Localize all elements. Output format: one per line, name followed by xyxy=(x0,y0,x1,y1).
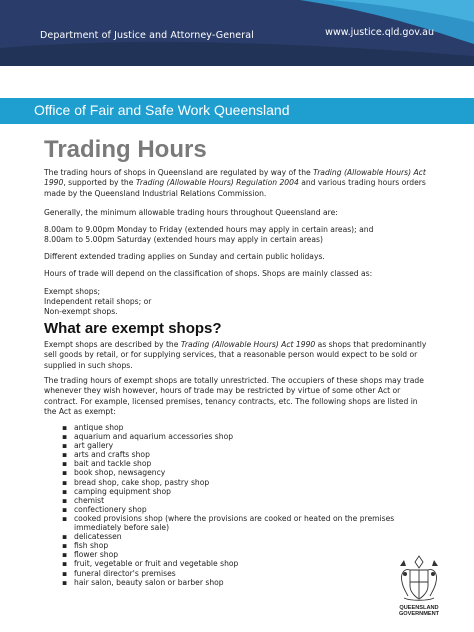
exempt-shop-label: antique shop xyxy=(74,423,124,432)
exempt-p1-text-c: as shops that predominantly sell goods by retail, or for supplying services, that a reasonable person would expect to be sold or supplied in such shops. xyxy=(44,340,427,370)
regulation-name: Trading (Allowable Hours) Regulation 2004 xyxy=(135,178,299,188)
exempt-act-name: Trading (Allowable Hours) Act 1990 xyxy=(180,340,316,349)
exempt-shop-label: hair salon, beauty salon or barber shop xyxy=(74,577,224,587)
intro-p1-text-c: , supported by the xyxy=(63,178,136,188)
intro-p1-text-e: and various trading hours orders made by the Queensland Industrial Relations Commission. xyxy=(44,178,426,198)
exempt-shop-item xyxy=(62,496,442,505)
intro-paragraph-1 xyxy=(44,168,432,199)
intro-hours-2: 8.00am to 5.00pm Saturday (extended hours may apply in certain areas) xyxy=(44,235,323,244)
exempt-shop-item xyxy=(62,487,442,496)
exempt-shop-item xyxy=(62,559,442,568)
exempt-shop-label: camping equipment shop xyxy=(74,486,171,496)
exempt-shop-item xyxy=(62,468,442,477)
office-banner xyxy=(0,98,474,124)
exempt-shop-label: cooked provisions shop (where the provisions are cooked or heated on the premises immediately before sale) xyxy=(74,513,395,533)
bullet-icon: ▪ xyxy=(62,495,68,505)
bullet-icon: ▪ xyxy=(62,559,68,569)
bullet-icon: ▪ xyxy=(62,477,68,487)
exempt-paragraph-2: The trading hours of exempt shops are totally unrestricted. The occupiers of these shops may trade whenever they wish however, hours of trade may be restricted by virtue of some other Act or contract. For example, licensed premises, tenancy contracts, etc. The following shops are listed in the Act as exempt: xyxy=(44,376,424,417)
logo-line-1: QUEENSLAND xyxy=(399,605,439,611)
shop-class-3: Non-exempt shops. xyxy=(44,307,118,316)
section-heading: What are exempt shops? xyxy=(44,320,222,337)
exempt-shop-item xyxy=(62,569,442,578)
exempt-shop-label: fish shop xyxy=(74,541,109,551)
intro-paragraph-2: Generally, the minimum allowable trading hours throughout Queensland are: xyxy=(44,208,338,217)
exempt-paragraph-1 xyxy=(44,340,432,371)
exempt-shop-item xyxy=(62,541,442,550)
bullet-icon: ▪ xyxy=(62,486,68,496)
bullet-icon: ▪ xyxy=(62,504,68,514)
exempt-shop-item xyxy=(62,459,442,468)
exempt-shop-list xyxy=(62,423,442,587)
website-url[interactable]: www.justice.qld.gov.au xyxy=(325,27,434,38)
act-name: Trading (Allowable Hours) Act 1990 xyxy=(44,168,426,188)
bullet-icon: ▪ xyxy=(62,423,68,432)
bullet-icon: ▪ xyxy=(62,513,68,523)
exempt-shop-label: arts and crafts shop xyxy=(74,450,150,460)
bullet-icon: ▪ xyxy=(62,550,68,560)
exempt-shop-item xyxy=(62,450,442,459)
bullet-icon: ▪ xyxy=(62,532,68,542)
page-title: Trading Hours xyxy=(44,136,207,163)
exempt-shop-label: fruit, vegetable or fruit and vegetable shop xyxy=(74,559,239,569)
exempt-shop-label: funeral director's premises xyxy=(74,568,176,578)
office-title: Office of Fair and Safe Work Queensland xyxy=(34,102,290,118)
intro-paragraph-4: Different extended trading applies on Sunday and certain public holidays. xyxy=(44,252,325,261)
bullet-icon: ▪ xyxy=(62,459,68,469)
exempt-shop-item xyxy=(62,514,442,532)
exempt-shop-item xyxy=(62,423,442,432)
exempt-shop-label: chemist xyxy=(74,495,105,505)
intro-hours-1: 8.00am to 9.00pm Monday to Friday (extended hours may apply in certain areas); and xyxy=(44,225,374,234)
exempt-shop-item xyxy=(62,441,442,450)
logo-line-2: GOVERNMENT xyxy=(398,611,440,618)
exempt-shop-item xyxy=(62,505,442,514)
government-logo-text xyxy=(392,605,446,618)
exempt-shop-item xyxy=(62,550,442,559)
exempt-shop-item xyxy=(62,578,442,587)
exempt-shop-item xyxy=(62,432,442,441)
intro-paragraph-5: Hours of trade will depend on the classification of shops. Shops are mainly classed as: xyxy=(44,269,373,278)
shop-class-1: Exempt shops; xyxy=(44,287,101,296)
shop-class-2: Independent retail shops; or xyxy=(44,297,152,306)
page-header xyxy=(0,0,474,66)
bullet-icon: ▪ xyxy=(62,541,68,551)
exempt-shop-label: confectionery shop xyxy=(74,504,147,514)
exempt-shop-label: flower shop xyxy=(74,550,119,560)
bullet-icon: ▪ xyxy=(62,577,68,587)
department-name: Department of Justice and Attorney-General xyxy=(40,30,254,41)
exempt-shop-label: art gallery xyxy=(74,441,114,451)
exempt-shop-label: bread shop, cake shop, pastry shop xyxy=(74,477,210,487)
bullet-icon: ▪ xyxy=(62,468,68,478)
exempt-shop-item xyxy=(62,532,442,541)
exempt-p1-text-a: Exempt shops are described by the xyxy=(44,340,181,349)
exempt-shop-label: bait and tackle shop xyxy=(74,459,152,469)
bullet-icon: ▪ xyxy=(62,432,68,442)
bullet-icon: ▪ xyxy=(62,441,68,451)
exempt-shop-label: book shop, newsagency xyxy=(74,468,166,478)
exempt-shop-item xyxy=(62,478,442,487)
bullet-icon: ▪ xyxy=(62,568,68,578)
bullet-icon: ▪ xyxy=(62,450,68,460)
exempt-shop-label: aquarium and aquarium accessories shop xyxy=(74,432,234,442)
intro-p1-text-a: The trading hours of shops in Queensland are regulated by way of the xyxy=(44,168,314,177)
exempt-shop-label: delicatessen xyxy=(74,532,122,542)
